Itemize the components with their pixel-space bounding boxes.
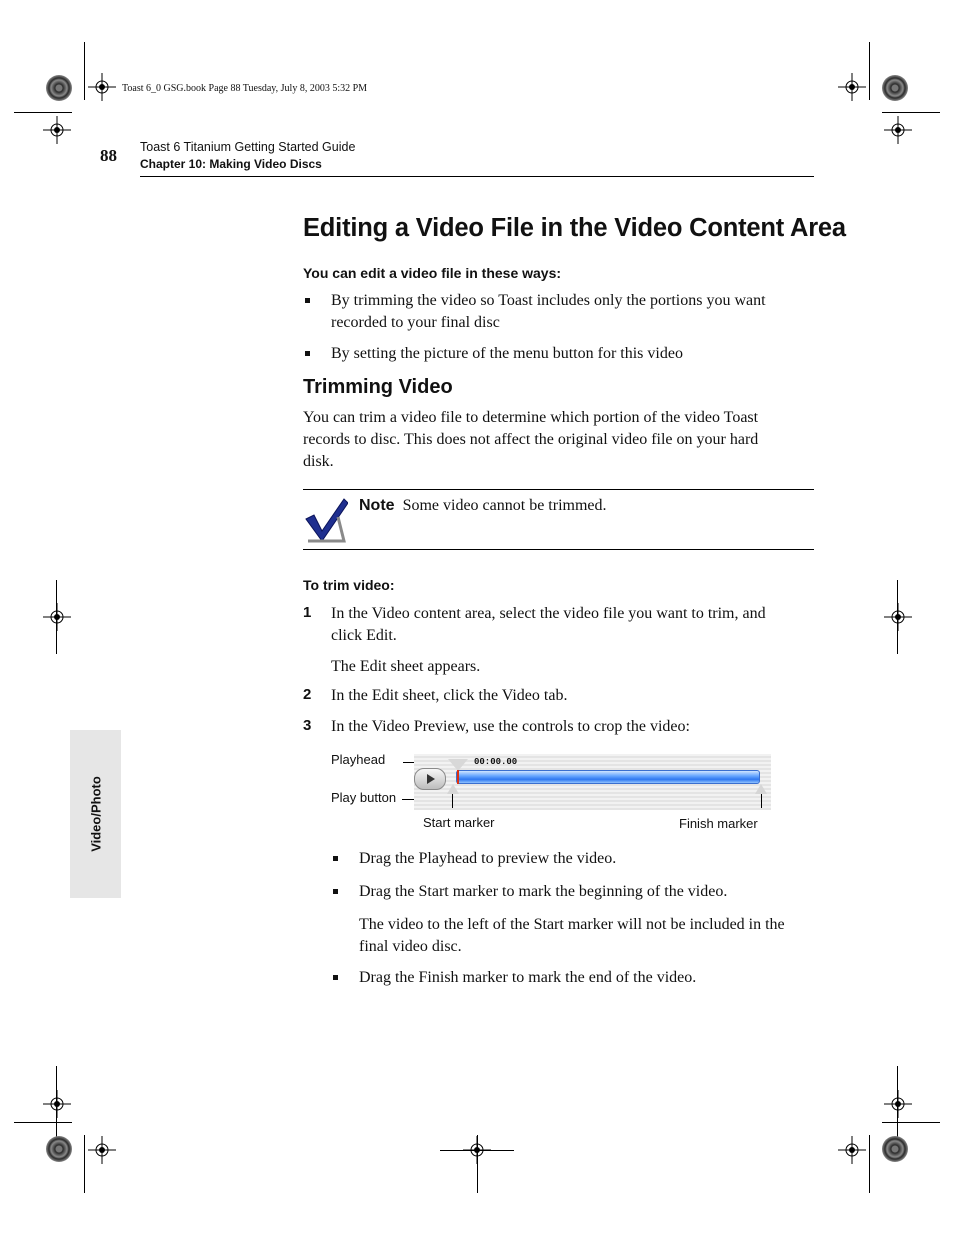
file-info: Toast 6_0 GSG.book Page 88 Tuesday, July 8, 2003 5:32 PM [122, 83, 368, 94]
step-text: In the Edit sheet, click the Video tab. [331, 687, 568, 704]
crosshair-icon [43, 116, 71, 144]
list-item: Drag the Start marker to mark the beginning of the video. [359, 883, 728, 900]
note-label: Note [359, 497, 395, 514]
side-tab [70, 730, 121, 898]
play-button[interactable] [414, 768, 446, 790]
subsection-paragraph: You can trim a video file to determine which portion of the video Toast records to disc. This does not affect the original video file on your hard disk. [303, 409, 759, 470]
finish-marker-label: Finish marker [679, 816, 758, 831]
subsection-title: Trimming Video [303, 376, 453, 398]
start-marker-label: Start marker [423, 815, 495, 830]
registration-target-icon [46, 75, 72, 101]
timeline-bar[interactable] [456, 770, 760, 784]
play-button-label: Play button [331, 790, 397, 805]
crosshair-icon [88, 1136, 116, 1164]
bullet-icon [305, 298, 310, 303]
list-item-detail: The video to the left of the Start marker will not be included in the final video disc. [359, 916, 785, 955]
start-marker-leader [452, 794, 453, 808]
crosshair-icon [838, 1136, 866, 1164]
registration-target-icon [882, 75, 908, 101]
crosshair-icon [463, 1136, 491, 1164]
crosshair-icon [884, 603, 912, 631]
list-item: Drag the Playhead to preview the video. [359, 850, 617, 867]
crosshair-icon [884, 116, 912, 144]
crosshair-icon [884, 1090, 912, 1118]
bullet-icon [333, 975, 338, 980]
timecode: 00:00.00 [474, 757, 518, 767]
step-number: 2 [303, 686, 312, 703]
bullet-icon [333, 856, 338, 861]
list-item: By setting the picture of the menu button for this video [331, 345, 683, 362]
step-text: In the Video Preview, use the controls to crop the video: [331, 718, 690, 735]
playhead-line [457, 770, 459, 784]
crosshair-icon [43, 1090, 71, 1118]
section-intro: You can edit a video file in these ways: [303, 265, 562, 281]
start-marker[interactable] [447, 784, 459, 794]
chapter-title: Chapter 10: Making Video Discs [140, 157, 322, 171]
step-text: In the Video content area, select the video file you want to trim, and click Edit. [331, 605, 766, 644]
registration-target-icon [882, 1136, 908, 1162]
finish-marker[interactable] [755, 784, 767, 794]
note-bottom-rule [303, 549, 814, 550]
checkmark-icon [304, 497, 348, 543]
note-top-rule [303, 489, 814, 490]
registration-target-icon [46, 1136, 72, 1162]
playhead-label: Playhead [331, 752, 386, 767]
page-number: 88 [100, 146, 117, 165]
play-icon [427, 774, 435, 784]
header-rule [140, 176, 814, 177]
step-number: 3 [303, 717, 312, 734]
crosshair-icon [88, 73, 116, 101]
list-item: Drag the Finish marker to mark the end of the video. [359, 969, 697, 986]
note-text: Some video cannot be trimmed. [402, 497, 607, 514]
step-result: The Edit sheet appears. [331, 658, 481, 675]
side-tab-label: Video/Photo [88, 776, 103, 852]
note [359, 495, 607, 517]
finish-marker-leader [761, 794, 762, 808]
list-item: By trimming the video so Toast includes only the portions you want recorded to your final disc [331, 292, 766, 331]
crosshair-icon [838, 73, 866, 101]
section-title: Editing a Video File in the Video Content Area [303, 214, 846, 242]
procedure-heading: To trim video: [303, 577, 395, 593]
step-number: 1 [303, 604, 312, 621]
bullet-icon [333, 889, 338, 894]
crosshair-icon [43, 603, 71, 631]
guide-title: Toast 6 Titanium Getting Started Guide [140, 140, 356, 154]
bullet-icon [305, 351, 310, 356]
